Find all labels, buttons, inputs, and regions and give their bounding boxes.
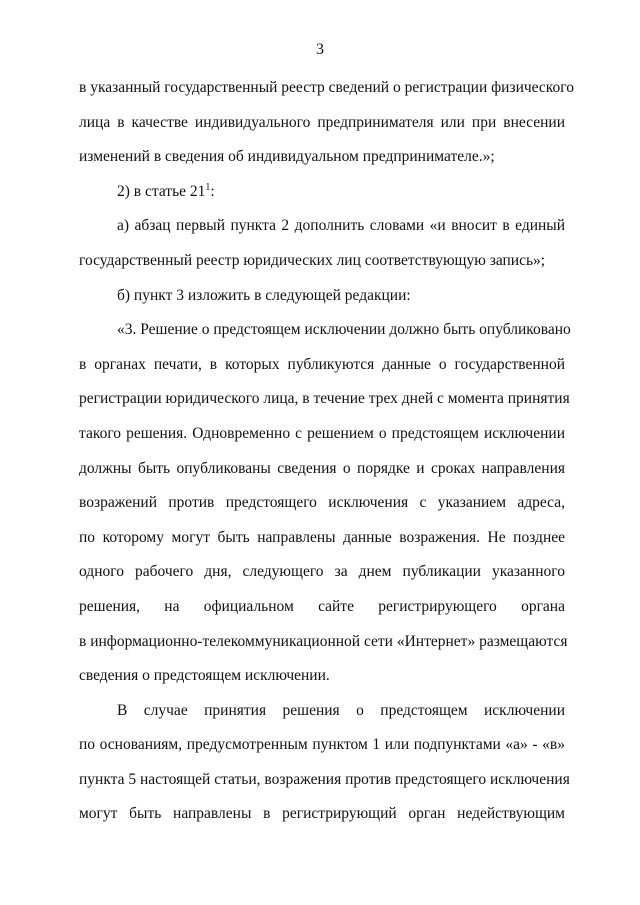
text-line: должны быть опубликованы сведения о порядке и сроках направления (79, 459, 565, 477)
text-line: «3. Решение о предстоящем исключении должно быть опубликовано (117, 321, 571, 339)
article-ref: 2) в статье 21 (117, 182, 206, 200)
article-colon: : (210, 182, 215, 200)
text-line: такого решения. Одновременно с решением о предстоящем исключении (79, 424, 565, 442)
text-line: в указанный государственный реестр сведений о регистрации физического (79, 79, 575, 96)
text-line: изменений в сведения об индивидуальном предпринимателе.»; (79, 148, 495, 166)
text-line: могут быть направлены в регистрирующий орган недействующим (79, 805, 565, 823)
text-line: в органах печати, в которых публикуются данные о государственной (79, 355, 565, 373)
text-line (79, 180, 565, 215)
page-number: 3 (316, 41, 324, 58)
text-line: а) абзац первый пункта 2 дополнить словами «и вносит в единый (117, 217, 565, 235)
text-line: регистрации юридического лица, в течение трех дней с момента принятия (79, 390, 570, 408)
text-line: В случае принятия решения о предстоящем исключении (117, 701, 565, 719)
text-line: одного рабочего дня, следующего за днем публикации указанного (79, 563, 565, 581)
text-line: решения, на официальном сайте регистрирующего органа (79, 597, 565, 615)
text-line: в информационно-телекоммуникационной сети «Интернет» размещаются (79, 632, 568, 650)
text-line: по основаниям, предусмотренным пунктом 1 или подпунктами «а» - «в» (79, 736, 565, 754)
text-line: сведения о предстоящем исключении. (79, 667, 330, 685)
document-body (79, 76, 575, 837)
text-line: пункта 5 настоящей статьи, возражения против предстоящего исключения (79, 770, 570, 788)
text-line: возражений против предстоящего исключения с указанием адреса, (79, 494, 565, 512)
text-line: по которому могут быть направлены данные возражения. Не позднее (79, 528, 565, 546)
text-line: лица в качестве индивидуального предпринимателя или при внесении (79, 113, 565, 131)
text-line: государственный реестр юридических лиц соответствующую запись»; (79, 251, 546, 269)
article-superscript: 1 (205, 181, 211, 193)
text-line: б) пункт 3 изложить в следующей редакции: (117, 286, 411, 304)
